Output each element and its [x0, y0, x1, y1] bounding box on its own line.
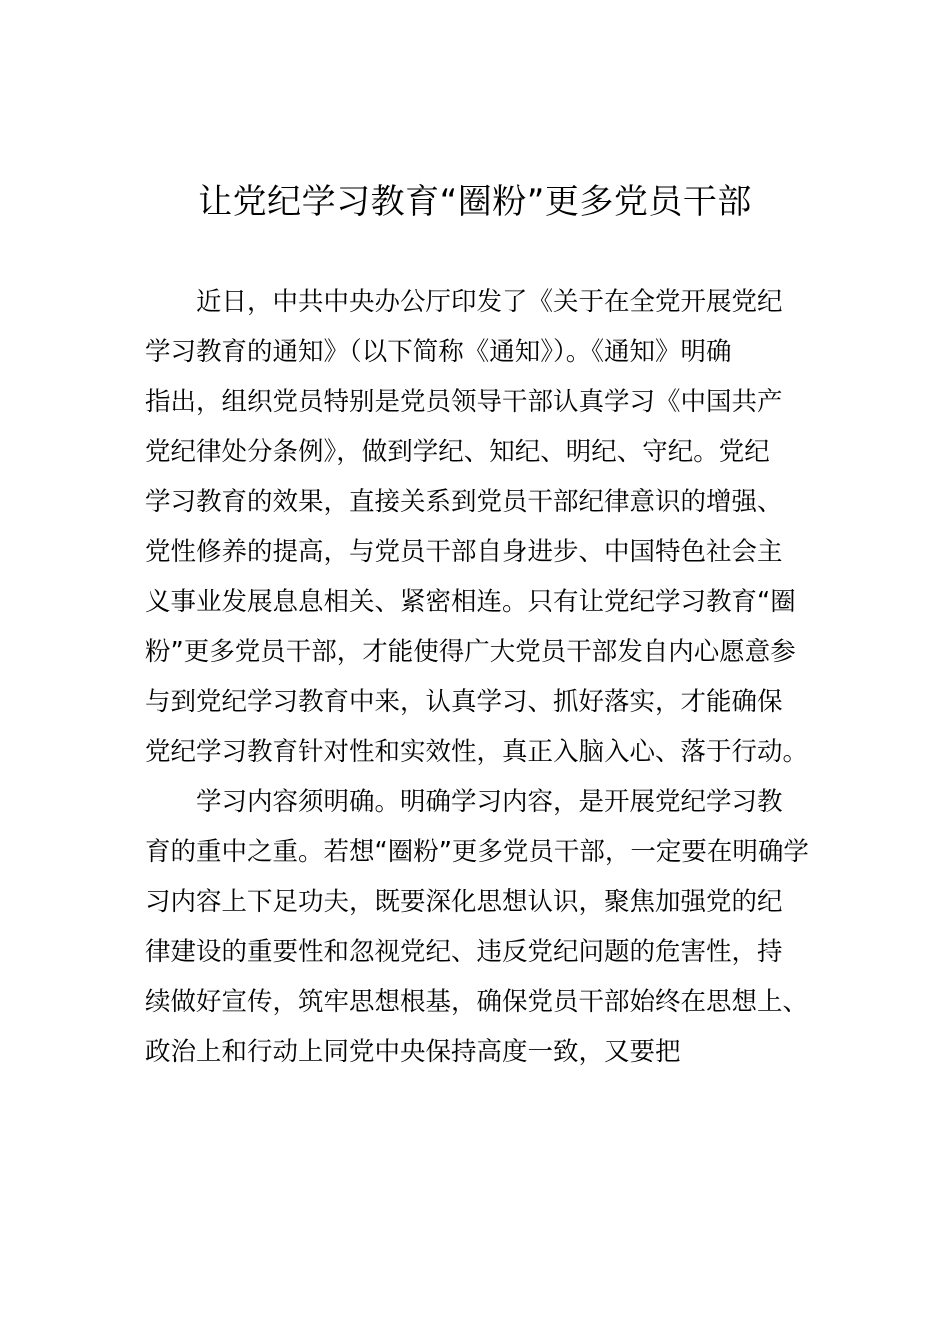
document-title: 让党纪学习教育“圈粉”更多党员干部 — [198, 182, 752, 222]
paragraph-2 — [145, 777, 825, 1077]
document-body — [145, 277, 825, 1077]
paragraph-line: 续做好宣传，筑牢思想根基，确保党员干部始终在思想上、 — [145, 987, 809, 1017]
paragraph-line: 与到党纪学习教育中来，认真学习、抓好落实，才能确保 — [145, 687, 783, 717]
paragraph-line: 学习教育的效果，直接关系到党员干部纪律意识的增强、 — [145, 487, 783, 517]
paragraph-line: 党纪律处分条例》，做到学纪、知纪、明纪、守纪。党纪 — [145, 437, 770, 467]
paragraph-line: 指出，组织党员特别是党员领导干部认真学习《中国共产 — [145, 387, 783, 417]
paragraph-line: 党纪学习教育针对性和实效性，真正入脑入心、落于行动。 — [145, 737, 809, 767]
paragraph-line: 近日，中共中央办公厅印发了《关于在全党开展党纪 — [196, 287, 783, 317]
paragraph-line: 育的重中之重。若想“圈粉”更多党员干部，一定要在明确学 — [145, 837, 809, 867]
paragraph-line: 粉”更多党员干部，才能使得广大党员干部发自内心愿意参 — [145, 637, 796, 667]
paragraph-line: 义事业发展息息相关、紧密相连。只有让党纪学习教育“圈 — [145, 587, 796, 617]
paragraph-line: 政治上和行动上同党中央保持高度一致，又要把 — [145, 1037, 681, 1067]
paragraph-line: 习内容上下足功夫，既要深化思想认识，聚焦加强党的纪 — [145, 887, 783, 917]
paragraph-line: 律建设的重要性和忽视党纪、违反党纪问题的危害性，持 — [145, 937, 783, 967]
paragraph-line: 学习内容须明确。明确学习内容，是开展党纪学习教 — [196, 787, 783, 817]
paragraph-line: 党性修养的提高，与党员干部自身进步、中国特色社会主 — [145, 537, 783, 567]
paragraph-1 — [145, 277, 825, 777]
paragraph-line: 学习教育的通知》（以下简称《通知》）。《通知》明确 — [145, 337, 732, 367]
